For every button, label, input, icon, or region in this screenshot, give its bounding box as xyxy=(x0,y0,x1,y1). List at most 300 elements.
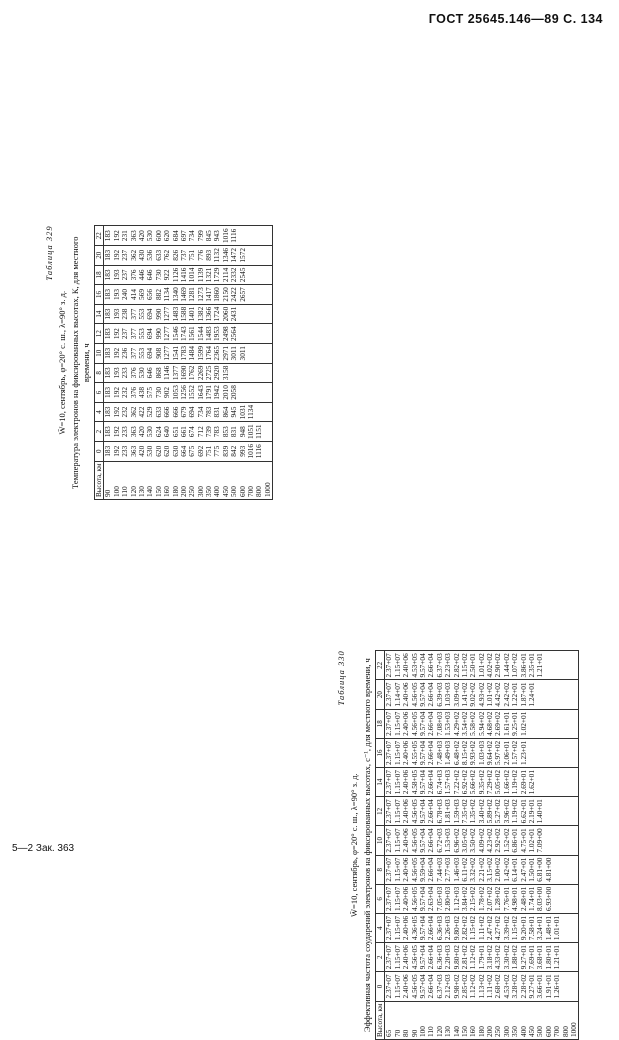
table-cell: 2.07+02 xyxy=(485,886,495,911)
table-cell: 6.48+02 xyxy=(451,740,461,766)
table-cell: 1469 xyxy=(178,287,188,302)
table-cell: 2.47+02 xyxy=(485,915,495,941)
table-cell: 1134 xyxy=(162,287,172,302)
table-cell: 553 xyxy=(136,328,146,340)
table-cell: 6.37+03 xyxy=(434,653,444,678)
table-cell xyxy=(562,974,570,998)
table-cell xyxy=(570,974,578,998)
table-cell xyxy=(553,741,561,765)
table-cell: 6.36+03 xyxy=(434,915,444,941)
table-cell: 192 xyxy=(111,445,121,457)
time-header: 20 xyxy=(95,246,104,266)
table-cell: 1.79+01 xyxy=(476,945,486,970)
table-cell: 422 xyxy=(136,406,146,418)
table-cell: 1561 xyxy=(187,326,197,341)
table-cell: 1.19+02 xyxy=(510,770,520,795)
table-cell: 1.12+02 xyxy=(468,974,478,999)
table-cell: 1.11+02 xyxy=(476,916,486,941)
page-footer: 5—2 Зак. 363 xyxy=(12,843,75,854)
table-cell: 2.66+04 xyxy=(426,945,436,970)
table-cell: 6.11+02 xyxy=(459,857,469,882)
table-cell: 7.69+01 xyxy=(527,945,537,970)
table-cell: 697 xyxy=(178,230,188,242)
table-cell: 7.29+02 xyxy=(485,770,495,795)
table-cell: 1.15+07 xyxy=(392,857,402,882)
time-header: 4 xyxy=(376,913,385,942)
table-cell: 1953 xyxy=(212,326,222,341)
table-cell xyxy=(553,858,561,882)
table-cell: 1.80+01 xyxy=(543,945,553,970)
table-cell: 1552 xyxy=(187,385,197,400)
table-cell: 183 xyxy=(103,328,113,340)
page-header: ГОСТ 25645.146—89 С. 134 xyxy=(428,12,603,26)
table-cell: 694 xyxy=(145,328,155,340)
table-cell: 1.50+01 xyxy=(527,857,537,882)
table-cell: 3.09+02 xyxy=(451,682,461,707)
table-cell: 1860 xyxy=(212,287,222,302)
table-cell: 831 xyxy=(212,406,222,418)
table-cell: 3.15+02 xyxy=(485,857,495,882)
table-cell: 2.12+03 xyxy=(443,974,453,999)
table-cell: 684 xyxy=(170,230,180,242)
table-cell xyxy=(562,916,570,940)
table-cell: 1016 xyxy=(246,443,256,459)
table-cell xyxy=(255,346,263,361)
table-cell: 1377 xyxy=(170,365,180,381)
table-cell: 1.59+03 xyxy=(451,799,461,824)
table-cell: 6.72+03 xyxy=(434,828,444,853)
table-cell: 1.52+02 xyxy=(501,828,511,853)
table-cell: 694 xyxy=(145,308,155,320)
table-cell: 776 xyxy=(195,249,205,261)
value-column xyxy=(385,913,579,942)
table-330-block xyxy=(336,650,579,1040)
table-cell: 1.15+07 xyxy=(392,740,402,766)
table-cell: 646 xyxy=(145,269,155,281)
table-cell: 1.53+03 xyxy=(443,828,453,853)
table-cell: 430 xyxy=(136,249,146,261)
table-cell: 1544 xyxy=(195,326,205,341)
table-cell: 6.78+03 xyxy=(434,799,444,824)
table-cell: 362 xyxy=(128,249,138,261)
table-cell: 6.86+01 xyxy=(510,828,520,853)
table-cell: 2.66+04 xyxy=(426,711,436,736)
table-cell: 656 xyxy=(145,289,155,300)
table-cell: 2.28+02 xyxy=(518,974,528,999)
height-value: 140 xyxy=(451,1026,461,1037)
table-cell: 2.81+02 xyxy=(459,945,469,970)
table-cell: 192 xyxy=(111,426,121,438)
table-330-subtitle: Эффективная частота соударений электронов на фиксированных высотах, с⁻¹, для местного времени, ч xyxy=(362,658,372,1033)
table-cell: 922 xyxy=(162,269,172,281)
table-cell: 2.77+03 xyxy=(443,857,453,882)
table-cell xyxy=(239,366,247,381)
table-cell: 2.40+06 xyxy=(401,974,411,999)
table-cell: 4.29+02 xyxy=(451,711,461,736)
table-cell: 1690 xyxy=(178,365,188,381)
table-cell: 9.57+04 xyxy=(417,974,427,999)
table-cell: 2365 xyxy=(212,345,222,361)
table-cell: 783 xyxy=(204,406,214,418)
height-value: 800 xyxy=(560,1026,570,1037)
table-cell: 1.07+02 xyxy=(510,653,520,678)
table-cell: 1.35+02 xyxy=(468,799,478,824)
table-cell xyxy=(562,770,570,794)
table-cell: 9.80+02 xyxy=(451,945,461,970)
table-cell: 2.69+01 xyxy=(518,770,528,795)
value-column xyxy=(104,402,273,422)
table-cell xyxy=(562,653,570,677)
table-cell xyxy=(570,916,578,940)
table-cell: 2.37+07 xyxy=(384,828,394,853)
height-value: 70 xyxy=(392,1029,402,1037)
table-cell: 675 xyxy=(187,445,197,457)
table-cell: 1.19+02 xyxy=(510,799,520,824)
table-cell: 2.40+06 xyxy=(401,682,411,707)
table-cell: 9.57+04 xyxy=(417,886,427,911)
table-330 xyxy=(375,650,579,1040)
table-cell: 624 xyxy=(153,426,163,438)
table-cell: 5.66+02 xyxy=(468,770,478,795)
table-cell: 3.68+01 xyxy=(535,945,545,970)
table-cell: 1.91+01 xyxy=(543,974,553,999)
table-cell: 842 xyxy=(229,445,239,457)
table-cell: 2.66+04 xyxy=(426,653,436,678)
table-cell xyxy=(264,307,272,322)
table-cell: 3.86+01 xyxy=(518,653,528,678)
table-cell: 1572 xyxy=(237,248,247,263)
table-cell: 2971 xyxy=(220,345,230,361)
table-cell: 9.27+01 xyxy=(527,974,537,999)
table-cell: 2.37+07 xyxy=(384,711,394,736)
height-value: 300 xyxy=(501,1026,511,1037)
table-cell: 2.66+04 xyxy=(426,770,436,795)
table-cell: 362 xyxy=(128,406,138,418)
table-cell: 1.15+07 xyxy=(392,711,402,736)
table-cell: 4.55+05 xyxy=(409,740,419,766)
table-cell: 4.75+01 xyxy=(518,828,528,853)
table-cell: 377 xyxy=(128,347,138,359)
table-cell: 1.48+01 xyxy=(543,915,553,941)
table-cell xyxy=(562,741,570,765)
table-cell: 183 xyxy=(103,308,113,320)
height-value: 80 xyxy=(401,1029,411,1037)
table-cell: 4.53+05 xyxy=(409,653,419,678)
height-value: 700 xyxy=(246,486,256,497)
table-cell: 4.68+02 xyxy=(485,711,495,736)
table-cell: 1277 xyxy=(162,306,172,322)
table-cell: 1366 xyxy=(204,306,214,322)
table-cell: 2.00+02 xyxy=(493,857,503,882)
table-cell: 3.18+02 xyxy=(485,945,495,970)
table-cell: 1.42+02 xyxy=(501,857,511,882)
table-cell: 1472 xyxy=(229,248,239,263)
height-value: 200 xyxy=(178,486,188,497)
table-cell: 1.12+02 xyxy=(468,945,478,970)
height-value: 500 xyxy=(229,486,239,497)
table-cell: 7.44+03 xyxy=(434,857,444,882)
time-header: 2 xyxy=(376,943,385,972)
table-cell: 1.15+02 xyxy=(468,915,478,941)
table-cell: 192 xyxy=(111,328,121,340)
table-cell xyxy=(553,682,561,706)
table-cell: 363 xyxy=(128,445,138,457)
table-cell xyxy=(545,799,553,823)
table-cell: 2.66+04 xyxy=(426,915,436,941)
table-cell: 4.36+05 xyxy=(409,915,419,941)
table-cell: 1.66+02 xyxy=(501,770,511,795)
table-cell: 9.57+04 xyxy=(417,711,427,736)
table-cell: 3.05+02 xyxy=(459,828,469,853)
value-column xyxy=(104,226,273,246)
table-cell: 237 xyxy=(120,328,130,340)
table-cell: 7.08+03 xyxy=(434,711,444,736)
table-cell: 2.40+06 xyxy=(401,915,411,941)
value-column xyxy=(385,680,579,709)
table-cell: 633 xyxy=(153,406,163,418)
value-column xyxy=(385,943,579,972)
table-cell: 183 xyxy=(103,367,113,379)
table-cell: 1.23+01 xyxy=(518,740,528,766)
table-cell: 4.56+05 xyxy=(409,886,419,911)
table-cell: 9.20+01 xyxy=(518,915,528,941)
time-header: 20 xyxy=(376,680,385,709)
table-330-label: Таблица 330 xyxy=(336,650,346,706)
table-cell: 1643 xyxy=(195,385,205,400)
table-cell: 183 xyxy=(103,347,113,359)
table-cell: 2.82+02 xyxy=(459,915,469,941)
table-cell: 751 xyxy=(204,445,214,457)
table-cell: 1277 xyxy=(162,345,172,361)
table-cell: 1.01+01 xyxy=(552,915,562,941)
table-cell: 192 xyxy=(111,406,121,418)
table-cell xyxy=(545,828,553,852)
table-cell xyxy=(239,385,247,400)
table-cell xyxy=(264,385,272,400)
table-cell: 945 xyxy=(229,406,239,418)
table-cell: 3.39+02 xyxy=(501,915,511,941)
table-cell: 799 xyxy=(195,230,205,242)
table-cell: 2725 xyxy=(204,365,214,381)
table-cell: 1.15+07 xyxy=(392,915,402,941)
table-cell: 1014 xyxy=(187,267,197,283)
table-cell xyxy=(264,346,272,361)
height-value: 250 xyxy=(187,486,197,497)
table-cell: 2431 xyxy=(229,306,239,322)
table-cell: 2.15+02 xyxy=(468,886,478,911)
table-cell xyxy=(255,405,263,420)
table-cell xyxy=(255,385,263,400)
value-column xyxy=(104,304,273,324)
table-cell: 2.42+02 xyxy=(501,682,511,707)
table-cell: 864 xyxy=(220,406,230,418)
height-value: 100 xyxy=(111,486,121,497)
table-cell: 183 xyxy=(103,426,113,438)
table-cell: 1.40+01 xyxy=(535,799,545,824)
table-cell: 2.37+07 xyxy=(384,886,394,911)
table-cell xyxy=(264,405,272,420)
table-cell: 1483 xyxy=(204,326,214,341)
table-cell: 1053 xyxy=(170,385,180,400)
table-cell: 1.15+07 xyxy=(392,799,402,824)
table-cell: 4.56+05 xyxy=(409,711,419,736)
table-cell: 1134 xyxy=(246,404,256,420)
value-column xyxy=(385,709,579,738)
table-cell: 1132 xyxy=(212,248,222,263)
table-cell: 2.90+02 xyxy=(493,653,503,678)
table-cell: 651 xyxy=(170,426,180,438)
table-cell: 2.19+01 xyxy=(527,799,537,824)
table-cell xyxy=(562,712,570,736)
table-cell: 1.57+03 xyxy=(443,770,453,795)
table-329 xyxy=(94,225,273,500)
table-cell: 948 xyxy=(237,426,247,438)
table-cell: 1.46+03 xyxy=(451,857,461,882)
table-cell: 737 xyxy=(178,249,188,261)
table-cell xyxy=(570,945,578,969)
table-cell xyxy=(562,682,570,706)
table-cell: 3.96+02 xyxy=(501,799,511,824)
value-column xyxy=(104,363,273,383)
table-cell: 8.03+00 xyxy=(535,886,545,911)
table-cell: 3011 xyxy=(237,346,247,361)
table-cell: 1126 xyxy=(170,267,180,283)
table-cell: 420 xyxy=(136,426,146,438)
table-cell: 762 xyxy=(162,249,172,261)
height-value: 110 xyxy=(120,486,130,497)
table-cell: 9.02+02 xyxy=(468,682,478,707)
table-cell: 1942 xyxy=(212,385,222,400)
table-cell: 9.25+01 xyxy=(510,711,520,736)
table-cell: 183 xyxy=(103,445,113,457)
table-cell xyxy=(255,326,263,341)
value-column xyxy=(104,285,273,305)
table-cell xyxy=(570,682,578,706)
table-cell: 1.15+07 xyxy=(392,945,402,970)
table-cell: 9.57+04 xyxy=(417,799,427,824)
table-cell: 1.41+02 xyxy=(459,682,469,707)
time-header: 14 xyxy=(376,768,385,797)
table-cell: 2422 xyxy=(229,287,239,302)
table-cell xyxy=(545,653,553,677)
table-cell: 1783 xyxy=(178,345,188,361)
table-cell: 2.85+02 xyxy=(459,974,469,999)
table-cell: 2.40+06 xyxy=(401,770,411,795)
value-column xyxy=(104,343,273,363)
table-cell: 1340 xyxy=(170,287,180,302)
height-value: 160 xyxy=(468,1026,478,1037)
table-cell: 1.15+07 xyxy=(392,653,402,678)
table-cell: 232 xyxy=(120,406,130,418)
table-cell: 2.66+04 xyxy=(426,740,436,766)
table-cell: 1483 xyxy=(170,306,180,322)
table-cell: 2.66+04 xyxy=(426,974,436,999)
height-value: 250 xyxy=(493,1026,503,1037)
table-cell: 1546 xyxy=(170,326,180,341)
table-cell: 1.01+02 xyxy=(485,682,495,707)
table-cell xyxy=(570,828,578,852)
table-cell: 2269 xyxy=(195,365,205,381)
table-cell: 1.49+03 xyxy=(443,740,453,766)
table-cell: 1.74+01 xyxy=(527,886,537,911)
table-cell: 1.88+02 xyxy=(510,945,520,970)
height-value: 65 xyxy=(384,1029,394,1037)
table-cell: 2010 xyxy=(220,385,230,400)
table-cell xyxy=(239,326,247,341)
table-cell xyxy=(562,858,570,882)
table-cell: 9.80+02 xyxy=(451,915,461,941)
table-cell: 1.53+03 xyxy=(443,711,453,736)
table-cell: 6.92+02 xyxy=(459,770,469,795)
table-cell xyxy=(264,248,272,263)
table-cell: 192 xyxy=(111,347,121,359)
table-cell: 826 xyxy=(170,249,180,261)
table-cell xyxy=(570,712,578,736)
table-cell: 1.78+02 xyxy=(476,886,486,911)
table-cell: 1.02+01 xyxy=(518,711,528,736)
table-cell: 1.28+02 xyxy=(493,886,503,911)
table-cell: 1273 xyxy=(195,287,205,302)
table-cell: 666 xyxy=(170,406,180,418)
table-cell: 4.53+02 xyxy=(501,974,511,999)
table-cell xyxy=(553,887,561,911)
table-cell: 4.56+05 xyxy=(409,945,419,970)
height-value: 160 xyxy=(162,486,172,497)
table-cell: 192 xyxy=(111,230,121,242)
table-cell: 1.15+07 xyxy=(392,886,402,911)
time-header: 8 xyxy=(95,363,104,383)
table-cell: 5.58+02 xyxy=(468,711,478,736)
table-cell xyxy=(255,307,263,322)
table-cell: 1.61+01 xyxy=(501,711,511,736)
table-cell: 2.48+01 xyxy=(518,886,528,911)
table-cell xyxy=(570,741,578,765)
table-cell: 232 xyxy=(120,386,130,398)
table-cell: 1.15+07 xyxy=(392,770,402,795)
table-cell: 1.03+03 xyxy=(476,740,486,766)
table-cell: 1256 xyxy=(178,385,188,400)
table-cell: 2058 xyxy=(229,385,239,400)
table-cell: 600 xyxy=(153,230,163,242)
height-value: 1000 xyxy=(262,482,272,497)
table-cell: 4.33+02 xyxy=(493,945,503,970)
table-cell xyxy=(264,444,272,459)
height-value: 600 xyxy=(543,1026,553,1037)
table-cell: 2.23+03 xyxy=(443,653,453,678)
table-cell: 2.37+07 xyxy=(384,682,394,707)
table-cell: 646 xyxy=(145,367,155,379)
table-cell: 730 xyxy=(153,386,163,398)
value-column xyxy=(385,651,579,680)
heights-column xyxy=(104,461,273,499)
table-cell: 193 xyxy=(111,367,121,379)
table-cell: 1139 xyxy=(195,267,205,283)
table-cell: 943 xyxy=(212,230,222,242)
table-cell: 4.42+02 xyxy=(493,682,503,707)
table-cell xyxy=(247,307,255,322)
table-cell: 1.57+02 xyxy=(510,740,520,766)
table-cell: 7.76+01 xyxy=(501,886,511,911)
height-value: 150 xyxy=(459,1026,469,1037)
table-cell: 4.56+05 xyxy=(409,828,419,853)
heights-column xyxy=(385,1001,579,1039)
table-cell: 1.15+07 xyxy=(392,974,402,999)
height-value: 130 xyxy=(136,486,146,497)
table-cell: 630 xyxy=(170,445,180,457)
table-cell: 376 xyxy=(128,367,138,379)
table-cell: 1484 xyxy=(187,345,197,361)
table-cell: 1.44+02 xyxy=(501,653,511,678)
